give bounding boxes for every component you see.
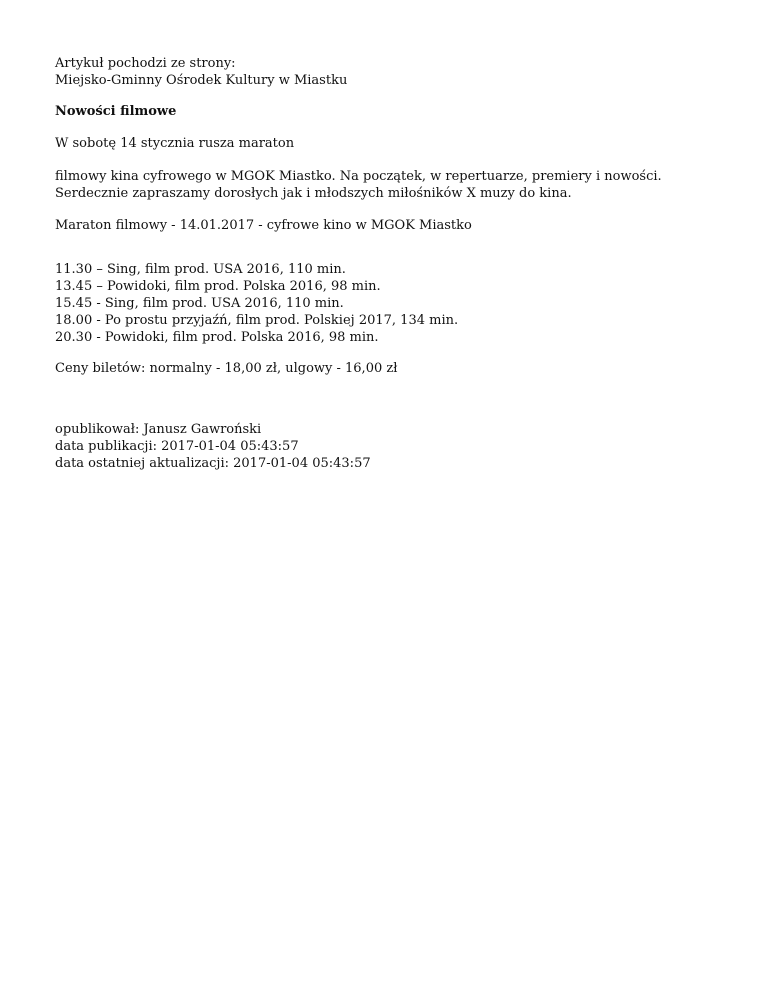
schedule-item: 20.30 - Powidoki, film prod. Polska 2016, 98 min. (55, 330, 379, 345)
intro-line: filmowy kina cyfrowego w MGOK Miastko. Na początek, w repertuarze, premiery i nowości. (55, 169, 662, 184)
schedule-item: 15.45 - Sing, film prod. USA 2016, 110 min. (55, 296, 344, 311)
screening-schedule (55, 261, 735, 346)
article-title (55, 103, 735, 120)
maraton-heading (55, 217, 735, 234)
updated-date: data ostatniej aktualizacji: 2017-01-04 05:43:57 (55, 456, 371, 471)
schedule-item: 18.00 - Po prostu przyjaźń, film prod. Polskiej 2017, 134 min. (55, 313, 459, 328)
intro-line: Serdecznie zapraszamy dorosłych jak i młodszych miłośników X muzy do kina. (55, 186, 572, 201)
schedule-item: 13.45 – Powidoki, film prod. Polska 2016, 98 min. (55, 279, 381, 294)
article-lead (55, 135, 735, 152)
maraton-text: Maraton filmowy - 14.01.2017 - cyfrowe kino w MGOK Miastko (55, 218, 472, 233)
article-page (55, 55, 735, 472)
source-label: Artykuł pochodzi ze strony: (55, 56, 236, 71)
ticket-prices-text: Ceny biletów: normalny - 18,00 zł, ulgowy - 16,00 zł (55, 361, 398, 376)
article-intro (55, 168, 735, 202)
schedule-item: 11.30 – Sing, film prod. USA 2016, 110 min. (55, 262, 346, 277)
article-lead-text: W sobotę 14 stycznia rusza maraton (55, 136, 295, 151)
published-date: data publikacji: 2017-01-04 05:43:57 (55, 439, 299, 454)
source-info (55, 55, 735, 89)
author-line: opublikował: Janusz Gawroński (55, 422, 262, 437)
publication-meta (55, 421, 735, 472)
ticket-prices (55, 360, 735, 377)
article-title-text: Nowości filmowe (55, 104, 177, 119)
source-organization: Miejsko-Gminny Ośrodek Kultury w Miastku (55, 73, 348, 88)
